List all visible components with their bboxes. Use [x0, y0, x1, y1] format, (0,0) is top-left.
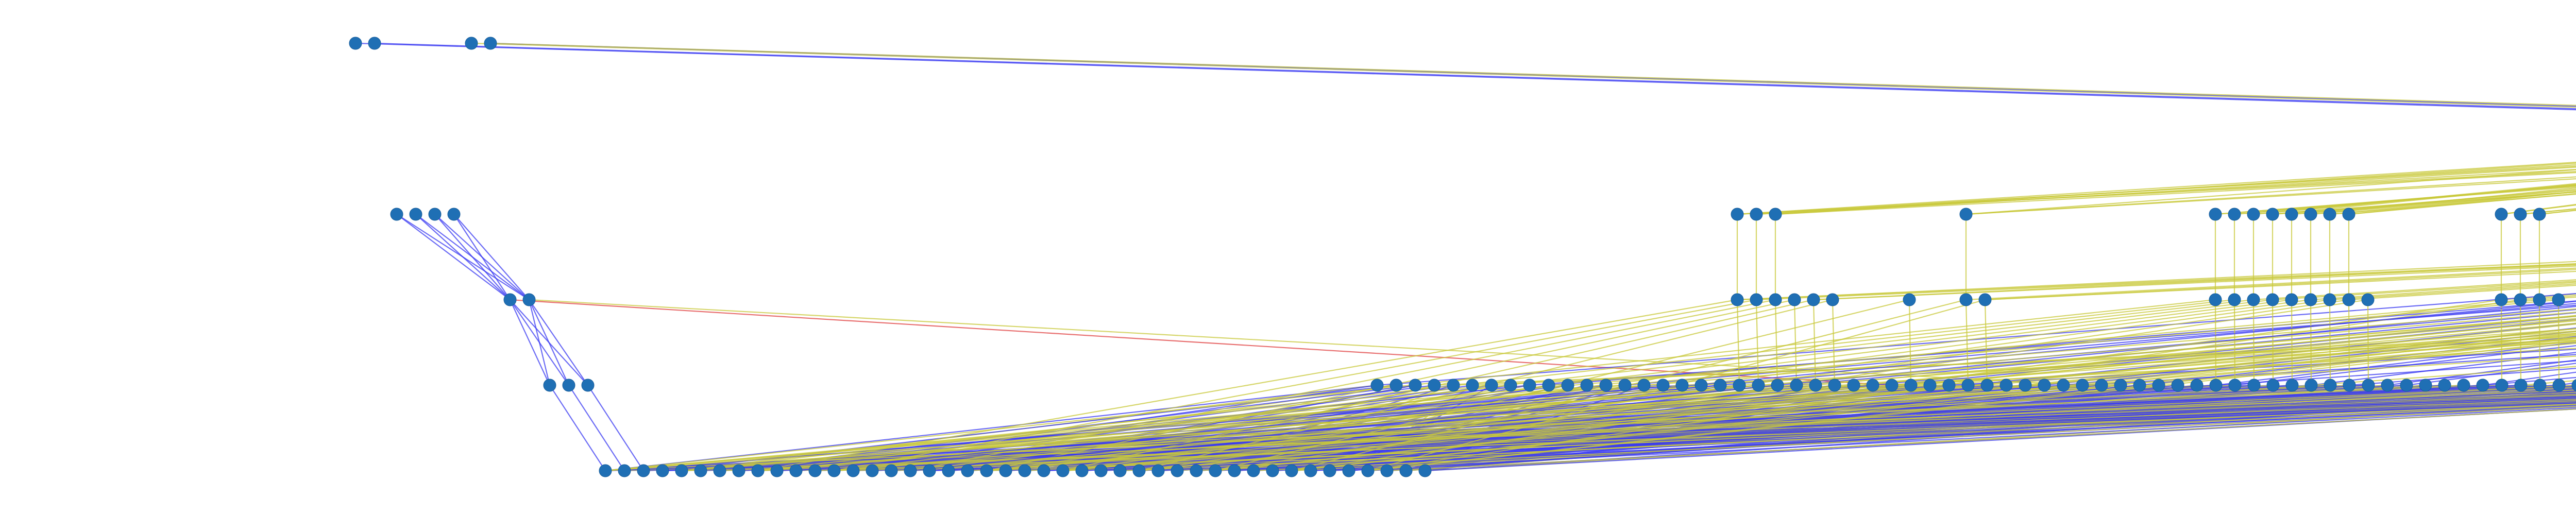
graph-node: [2285, 294, 2298, 306]
graph-node: [1750, 294, 1762, 306]
graph-node: [1619, 379, 1631, 391]
graph-node: [1867, 379, 1879, 391]
graph-node: [2133, 379, 2146, 391]
graph-node: [2495, 208, 2507, 220]
graph-node: [694, 465, 707, 477]
graph-node: [1324, 465, 1336, 477]
graph-node: [1038, 465, 1050, 477]
edge-blue: [529, 300, 569, 385]
graph-node: [2362, 379, 2375, 391]
graph-node: [2228, 294, 2241, 306]
graph-node: [448, 208, 460, 220]
graph-node: [2304, 208, 2317, 220]
graph-node: [2552, 294, 2565, 306]
graph-node: [465, 37, 478, 49]
edge-olive: [2253, 129, 2576, 214]
graph-node: [1343, 465, 1355, 477]
graph-node: [828, 465, 840, 477]
graph-node: [809, 465, 821, 477]
graph-node: [942, 465, 955, 477]
graph-node: [1962, 379, 1974, 391]
graph-node: [1076, 465, 1088, 477]
graph-node: [1981, 379, 1993, 391]
graph-node: [2362, 294, 2374, 306]
edge-olive: [2253, 129, 2576, 214]
graph-node: [1133, 465, 1145, 477]
graph-node: [2153, 379, 2165, 391]
graph-node: [1562, 379, 1574, 391]
graph-node: [1095, 465, 1107, 477]
edge-blue: [355, 43, 2576, 129]
graph-node: [1960, 208, 1972, 220]
graph-node: [2114, 379, 2127, 391]
graph-node: [2304, 294, 2317, 306]
graph-node: [2095, 379, 2108, 391]
graph-node: [2477, 379, 2489, 391]
graph-node: [1886, 379, 1898, 391]
graph-node: [2172, 379, 2184, 391]
graph-node: [2266, 294, 2279, 306]
graph-node: [2343, 208, 2355, 220]
graph-node: [2286, 379, 2298, 391]
edge-olive: [1737, 214, 2576, 300]
graph-node: [961, 465, 974, 477]
graph-node: [1381, 465, 1393, 477]
graph-node: [1943, 379, 1955, 391]
graph-node: [2019, 379, 2031, 391]
graph-node: [2324, 294, 2336, 306]
edge-blue: [510, 300, 550, 385]
graph-node: [599, 465, 612, 477]
graph-node: [582, 379, 594, 391]
graph-node: [429, 208, 441, 220]
graph-node: [1362, 465, 1374, 477]
graph-node: [2553, 379, 2565, 391]
graph-node: [1447, 379, 1460, 391]
graph-node: [2247, 294, 2260, 306]
graph-node: [1285, 465, 1298, 477]
edge-blue: [529, 300, 550, 385]
graph-node: [1731, 208, 1743, 220]
graph-node: [1057, 465, 1069, 477]
graph-node: [2419, 379, 2432, 391]
graph-node: [368, 37, 381, 49]
graph-node: [1828, 379, 1841, 391]
graph-node: [1428, 379, 1440, 391]
graph-node: [1409, 379, 1421, 391]
edge-blue: [529, 300, 588, 385]
graph-node: [1807, 294, 1820, 306]
graph-node: [2438, 379, 2451, 391]
graph-node: [2324, 379, 2336, 391]
graph-node: [2267, 379, 2279, 391]
graph-node: [1171, 465, 1183, 477]
graph-node: [504, 294, 516, 306]
graph-node: [2381, 379, 2394, 391]
graph-node: [790, 465, 802, 477]
graph-node: [1960, 294, 1972, 306]
graph-node: [2209, 294, 2222, 306]
graph-node: [2514, 208, 2527, 220]
graph-node: [1750, 208, 1762, 220]
graph-node: [1769, 208, 1782, 220]
graph-node: [1600, 379, 1612, 391]
graph-node: [752, 465, 764, 477]
graph-node: [1247, 465, 1260, 477]
edge-layer: [355, 43, 2576, 471]
graph-node: [885, 465, 897, 477]
graph-node: [1114, 465, 1126, 477]
graph-node: [1788, 294, 1801, 306]
graph-node: [2343, 379, 2355, 391]
graph-node: [2191, 379, 2203, 391]
edge-blue: [375, 43, 2576, 129]
graph-node: [733, 465, 745, 477]
graph-node: [349, 37, 362, 49]
graph-node: [1485, 379, 1498, 391]
graph-node: [847, 465, 859, 477]
graph-node: [1695, 379, 1707, 391]
graph-node: [1657, 379, 1669, 391]
graph-node: [2343, 294, 2355, 306]
graph-node: [1638, 379, 1650, 391]
graph-node: [866, 465, 878, 477]
graph-node: [1190, 465, 1202, 477]
graph-node: [1769, 294, 1782, 306]
graph-node: [2000, 379, 2012, 391]
graph-node: [2324, 208, 2336, 220]
graph-node: [1543, 379, 1555, 391]
graph-node: [1304, 465, 1317, 477]
graph-node: [1979, 294, 1991, 306]
graph-node: [1390, 379, 1402, 391]
graph-node: [2228, 208, 2241, 220]
graph-node: [2285, 208, 2298, 220]
graph-node: [1400, 465, 1412, 477]
graph-node: [714, 465, 726, 477]
graph-node: [544, 379, 556, 391]
graph-node: [2248, 379, 2260, 391]
graph-node: [484, 37, 497, 49]
graph-node: [2210, 379, 2222, 391]
graph-node: [2076, 379, 2089, 391]
graph-node: [2209, 208, 2222, 220]
graph-node: [771, 465, 783, 477]
graph-node: [1826, 294, 1839, 306]
graph-node: [2266, 208, 2279, 220]
graph-node: [1371, 379, 1383, 391]
graph-node: [2533, 208, 2546, 220]
edge-blue: [454, 214, 529, 300]
graph-node: [904, 465, 917, 477]
graph-node: [2305, 379, 2317, 391]
graph-node: [2534, 379, 2546, 391]
graph-node: [1771, 379, 1784, 391]
graph-node: [2229, 379, 2241, 391]
graph-node: [1809, 379, 1822, 391]
edge-blue: [2387, 214, 2576, 385]
graph-node: [410, 208, 422, 220]
graph-node: [675, 465, 688, 477]
graph-node: [1790, 379, 1803, 391]
graph-node: [1848, 379, 1860, 391]
graph-node: [980, 465, 993, 477]
graph-node: [1019, 465, 1031, 477]
graph-node: [2495, 294, 2507, 306]
edge-olive: [2253, 300, 2254, 385]
graph-node: [1523, 379, 1536, 391]
graph-node: [2038, 379, 2050, 391]
graph-node: [2514, 294, 2527, 306]
graph-node: [1733, 379, 1745, 391]
graph-node: [923, 465, 936, 477]
graph-node: [1581, 379, 1593, 391]
graph-node: [2458, 379, 2470, 391]
graph-node: [1905, 379, 1917, 391]
graph-node: [1466, 379, 1479, 391]
graph-node: [656, 465, 669, 477]
graph-node: [1228, 465, 1241, 477]
graph-node: [1504, 379, 1517, 391]
graph-node: [1752, 379, 1765, 391]
graph-node: [2400, 379, 2413, 391]
graph-node: [2533, 294, 2546, 306]
graph-node: [637, 465, 650, 477]
graph-node: [1266, 465, 1279, 477]
graph-node: [1714, 379, 1726, 391]
graph-node: [523, 294, 535, 306]
graph-node: [1731, 294, 1743, 306]
graph-node: [391, 208, 403, 220]
graph-node: [999, 465, 1012, 477]
graph-node: [563, 379, 575, 391]
edge-blue: [435, 214, 510, 300]
graph-node: [1676, 379, 1688, 391]
graph-node: [1419, 465, 1431, 477]
edge-olive: [1737, 214, 2576, 300]
graph-node: [2496, 379, 2508, 391]
edge-blue: [397, 214, 510, 300]
graph-node: [1209, 465, 1222, 477]
graph-node: [1924, 379, 1936, 391]
graph-node: [1903, 294, 1916, 306]
graph-node: [1152, 465, 1164, 477]
graph-node: [2247, 208, 2260, 220]
graph-node: [2057, 379, 2070, 391]
graph-node: [618, 465, 631, 477]
graph-node: [2515, 379, 2527, 391]
